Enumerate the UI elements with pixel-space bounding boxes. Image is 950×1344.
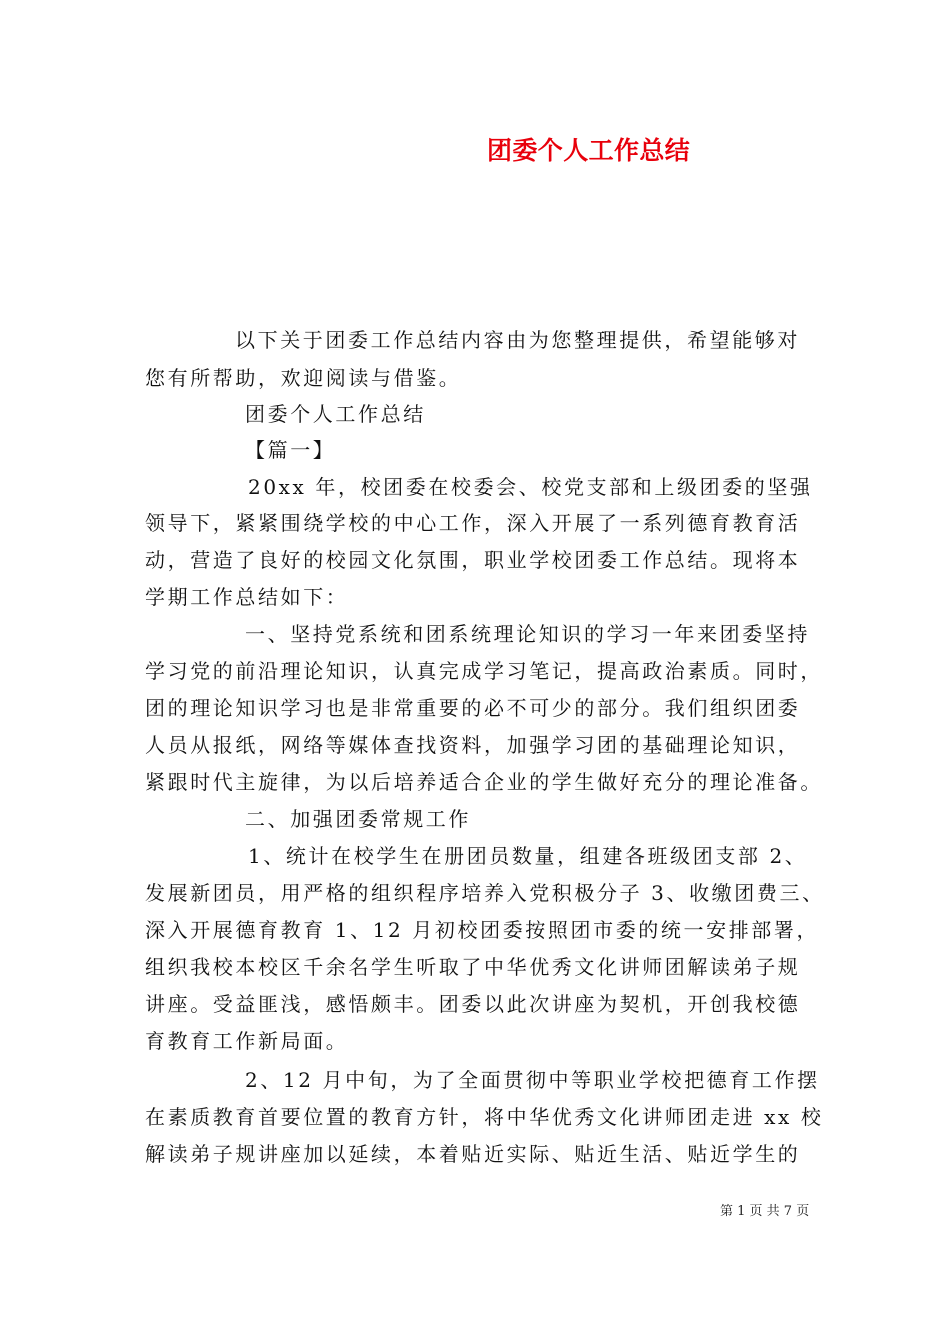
paragraph-line: 20xx 年，校团委在校委会、校党支部和上级团委的坚强 xyxy=(248,475,813,499)
document-subtitle: 团委个人工作总结 xyxy=(245,402,426,426)
paragraph-line: 学习党的前沿理论知识，认真完成学习笔记，提高政治素质。同时， xyxy=(145,659,823,683)
paragraph-line: 1、统计在校学生在册团员数量，组建各班级团支部 2、 xyxy=(248,844,808,868)
section-heading-two: 二、加强团委常规工作 xyxy=(245,807,471,831)
section-label-part-one: 【篇一】 xyxy=(245,438,336,462)
paragraph-line: 发展新团员，用严格的组织程序培养入党积极分子 3、收缴团费三、 xyxy=(145,881,825,905)
paragraph-line: 解读弟子规讲座加以延续，本着贴近实际、贴近生活、贴近学生的 xyxy=(145,1142,801,1166)
paragraph-line: 组织我校本校区千余名学生听取了中华优秀文化讲师团解读弟子规 xyxy=(145,955,801,979)
paragraph-line: 紧跟时代主旋律，为以后培养适合企业的学生做好充分的理论准备。 xyxy=(145,770,823,794)
paragraph-line: 深入开展德育教育 1、12 月初校团委按照团市委的统一安排部署， xyxy=(145,918,820,942)
paragraph-line: 领导下，紧紧围绕学校的中心工作，深入开展了一系列德育教育活 xyxy=(145,511,801,535)
section-heading-one: 一、坚持党系统和团系统理论知识的学习一年来团委坚持 xyxy=(245,622,810,646)
intro-line: 以下关于团委工作总结内容由为您整理提供，希望能够对 xyxy=(235,328,800,352)
paragraph-line: 人员从报纸，网络等媒体查找资料，加强学习团的基础理论知识， xyxy=(145,733,801,757)
paragraph-line: 学期工作总结如下： xyxy=(145,585,349,609)
paragraph-line: 团的理论知识学习也是非常重要的必不可少的部分。我们组织团委 xyxy=(145,696,801,720)
page-number-footer: 第 1 页 共 7 页 xyxy=(720,1204,810,1219)
paragraph-line: 动，营造了良好的校园文化氛围，职业学校团委工作总结。现将本 xyxy=(145,548,801,572)
paragraph-line: 在素质教育首要位置的教育方针，将中华优秀文化讲师团走进 xx 校 xyxy=(145,1105,824,1129)
intro-line: 您有所帮助，欢迎阅读与借鉴。 xyxy=(145,366,462,390)
paragraph-line: 育教育工作新局面。 xyxy=(145,1029,349,1053)
document-title: 团委个人工作总结 xyxy=(487,136,691,165)
paragraph-line: 2、12 月中旬，为了全面贯彻中等职业学校把德育工作摆 xyxy=(245,1068,820,1092)
paragraph-line: 讲座。受益匪浅，感悟颇丰。团委以此次讲座为契机，开创我校德 xyxy=(145,992,801,1016)
